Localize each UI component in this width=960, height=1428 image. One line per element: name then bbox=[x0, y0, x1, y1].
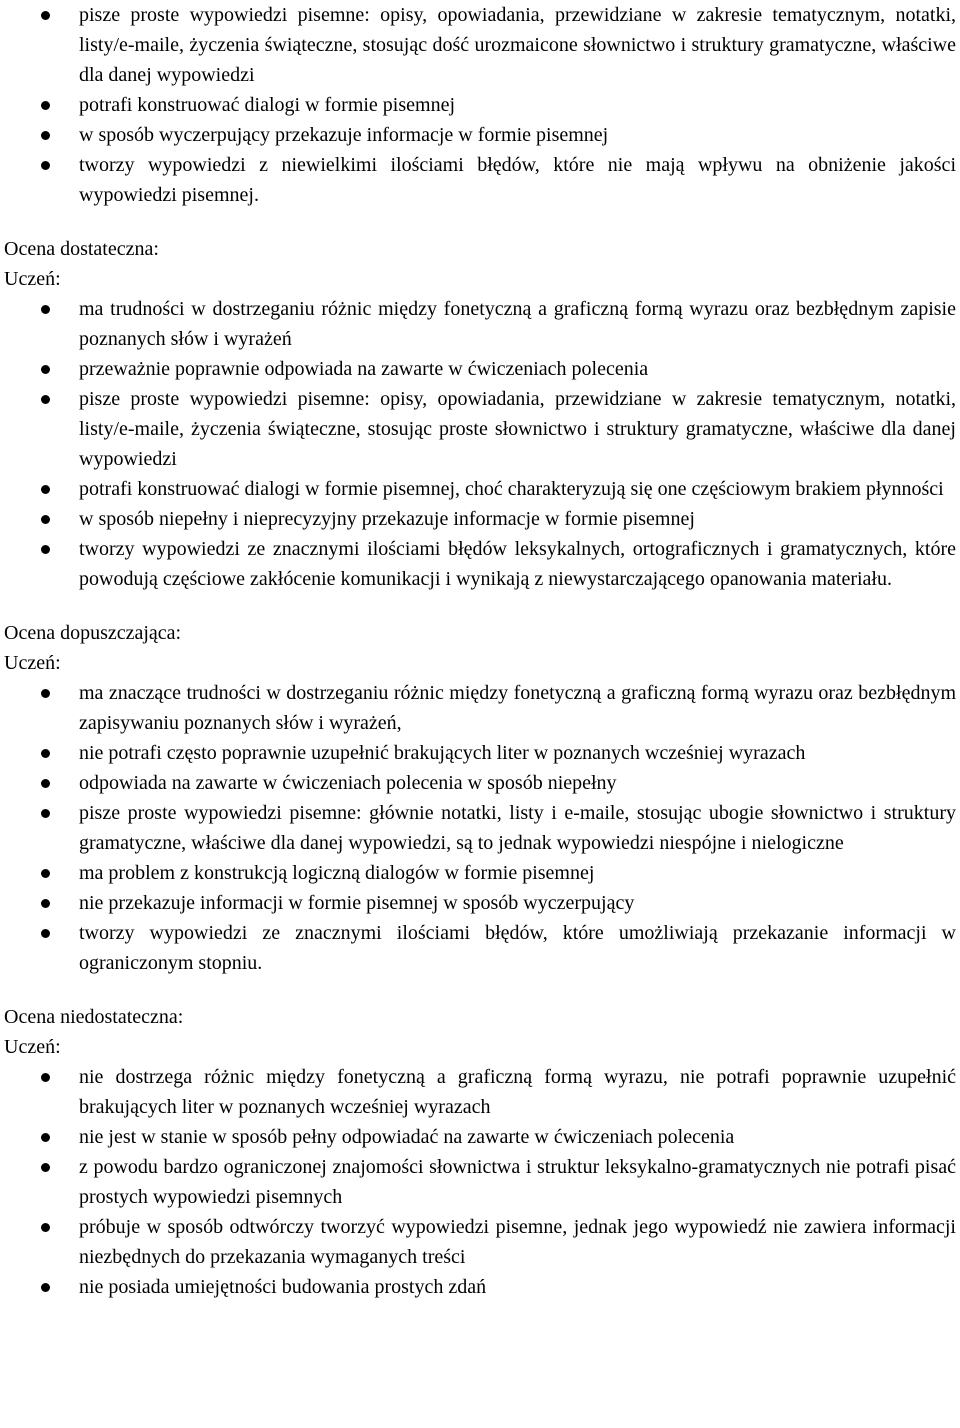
section-subheading: Uczeń: bbox=[4, 1036, 61, 1058]
list-item: próbuje w sposób odtwórczy tworzyć wypowiedzi pisemne, jednak jego wypowiedź nie zawiera informacji niezbędnych do przekazania wymaganych treści bbox=[0, 1212, 956, 1272]
list-item: nie przekazuje informacji w formie pisemnej w sposób wyczerpujący bbox=[0, 888, 956, 918]
list-item: potrafi konstruować dialogi w formie pisemnej bbox=[0, 90, 956, 120]
section-subheading: Uczeń: bbox=[4, 652, 61, 674]
list-item: nie potrafi często poprawnie uzupełnić brakujących liter w poznanych wcześniej wyrazach bbox=[0, 738, 956, 768]
continuation-list bbox=[0, 0, 956, 210]
list-item: tworzy wypowiedzi ze znacznymi ilościami błędów leksykalnych, ortograficznych i gramatycznych, które powodują częściowe zakłócenie komunikacji i wynikają z niewystarczającego opanowania materiału. bbox=[0, 534, 956, 594]
section-ocena-dostateczna bbox=[0, 234, 956, 594]
criteria-list bbox=[0, 678, 956, 978]
section-ocena-dopuszczajaca bbox=[0, 618, 956, 978]
section-subheading: Uczeń: bbox=[4, 268, 61, 290]
list-item: pisze proste wypowiedzi pisemne: opisy, opowiadania, przewidziane w zakresie tematycznym, notatki, listy/e-maile, życzenia świąteczne, stosując dość urozmaicone słownictwo i struktury gramatyczne, właściwe dla danej wypowiedzi bbox=[0, 0, 956, 90]
list-item: nie jest w stanie w sposób pełny odpowiadać na zawarte w ćwiczeniach polecenia bbox=[0, 1122, 956, 1152]
section-heading: Ocena dostateczna: bbox=[4, 238, 159, 260]
list-item: w sposób wyczerpujący przekazuje informacje w formie pisemnej bbox=[0, 120, 956, 150]
criteria-list bbox=[0, 294, 956, 594]
list-item: ma trudności w dostrzeganiu różnic między fonetyczną a graficzną formą wyrazu oraz bezbłędnym zapisie poznanych słów i wyrażeń bbox=[0, 294, 956, 354]
list-item: tworzy wypowiedzi ze znacznymi ilościami błędów, które umożliwiają przekazanie informacji w ograniczonym stopniu. bbox=[0, 918, 956, 978]
list-item: z powodu bardzo ograniczonej znajomości słownictwa i struktur leksykalno-gramatycznych nie potrafi pisać prostych wypowiedzi pisemnych bbox=[0, 1152, 956, 1212]
list-item: tworzy wypowiedzi z niewielkimi ilościami błędów, które nie mają wpływu na obniżenie jakości wypowiedzi pisemnej. bbox=[0, 150, 956, 210]
section-heading: Ocena niedostateczna: bbox=[4, 1006, 184, 1028]
section-heading: Ocena dopuszczająca: bbox=[4, 622, 182, 644]
list-item: ma znaczące trudności w dostrzeganiu różnic między fonetyczną a graficzną formą wyrazu oraz bezbłędnym zapisywaniu poznanych słów i wyrażeń, bbox=[0, 678, 956, 738]
list-item: potrafi konstruować dialogi w formie pisemnej, choć charakteryzują się one częściowym brakiem płynności bbox=[0, 474, 956, 504]
list-item: ma problem z konstrukcją logiczną dialogów w formie pisemnej bbox=[0, 858, 956, 888]
list-item: pisze proste wypowiedzi pisemne: głównie notatki, listy i e-maile, stosując ubogie słownictwo i struktury gramatyczne, właściwe dla danej wypowiedzi, są to jednak wypowiedzi niespójne i nielogiczne bbox=[0, 798, 956, 858]
list-item: w sposób niepełny i nieprecyzyjny przekazuje informacje w formie pisemnej bbox=[0, 504, 956, 534]
list-item: nie posiada umiejętności budowania prostych zdań bbox=[0, 1272, 956, 1302]
section-ocena-niedostateczna bbox=[0, 1002, 956, 1302]
list-item: nie dostrzega różnic między fonetyczną a graficzną formą wyrazu, nie potrafi poprawnie uzupełnić brakujących liter w poznanych wcześniej wyrazach bbox=[0, 1062, 956, 1122]
criteria-list bbox=[0, 1062, 956, 1302]
list-item: odpowiada na zawarte w ćwiczeniach polecenia w sposób niepełny bbox=[0, 768, 956, 798]
list-item: przeważnie poprawnie odpowiada na zawarte w ćwiczeniach polecenia bbox=[0, 354, 956, 384]
list-item: pisze proste wypowiedzi pisemne: opisy, opowiadania, przewidziane w zakresie tematycznym, notatki, listy/e-maile, życzenia świąteczne, stosując proste słownictwo i struktury gramatyczne, właściwe dla danej wypowiedzi bbox=[0, 384, 956, 474]
